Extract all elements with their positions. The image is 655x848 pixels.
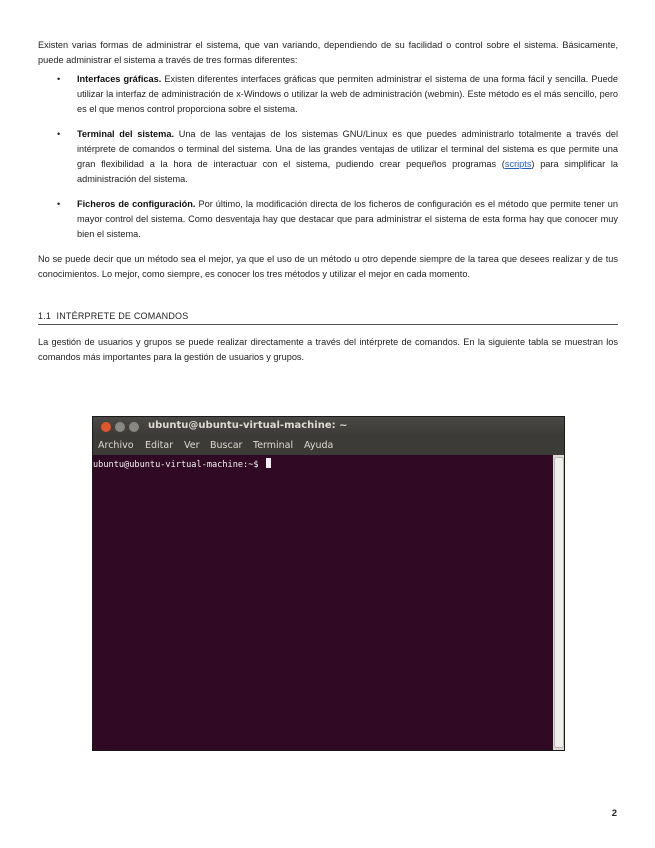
terminal-menubar [93, 437, 564, 455]
terminal-scrollbar[interactable] [553, 455, 564, 750]
terminal-titlebar [93, 417, 564, 437]
menu-archivo[interactable]: Archivo [98, 440, 134, 451]
menu-ayuda[interactable]: Ayuda [304, 440, 334, 451]
list-item-text: Por último, la modificación directa de los ficheros de configuración es el método que permite tener un mayor control del sistema. Como desventaja hay que destacar que para administrar el sistema de esta forma hay que conocer muy bien el sistema. [77, 199, 618, 239]
scrollbar-thumb[interactable] [554, 457, 564, 748]
terminal-screen[interactable] [93, 455, 553, 750]
list-item-title: Interfaces gráficas. [77, 74, 162, 84]
bullet-icon: • [57, 129, 61, 139]
intro-paragraph: Existen varias formas de administrar el sistema, que van variando, dependiendo de su facilidad o control sobre el sistema. Básicamente, puede administrar el sistema a través de tres formas diferentes: [38, 40, 618, 65]
section-number: 1.1 [38, 311, 52, 321]
section-title: INTÉRPRETE DE COMANDOS [56, 311, 189, 321]
list-item-text-end: ) para simplificar la administración del sistema. [77, 159, 619, 184]
list-item-text: Existen diferentes interfaces gráficas que permiten administrar el sistema de una forma fácil y sencilla. Puede utilizar la interfaz de administración de x-Windows o utilizar la web de administración (webmin). Este método es el más sencillo, pero es el que menos control proporciona sobre el sistema. [77, 74, 618, 114]
document-page [38, 38, 618, 365]
list-item-title: Terminal del sistema. [77, 129, 175, 139]
page-number: 2 [611, 808, 617, 819]
list-item-system-terminal [38, 127, 618, 187]
terminal-screenshot [92, 416, 565, 751]
section-heading [38, 310, 618, 325]
methods-list [38, 72, 618, 242]
list-item-config-files [38, 197, 618, 242]
menu-buscar[interactable]: Buscar [210, 440, 243, 451]
list-item-graphical-interfaces [38, 72, 618, 117]
section-paragraph: La gestión de usuarios y grupos se puede realizar directamente a través del intérprete de comandos. En la siguiente tabla se muestran los comandos más importantes para la gestión de usuarios y grupos. [38, 337, 618, 362]
menu-ver[interactable]: Ver [184, 440, 200, 451]
bullet-icon: • [57, 74, 61, 84]
terminal-prompt: ubuntu@ubuntu-virtual-machine:~$ [93, 460, 264, 470]
scripts-link[interactable]: scripts [504, 159, 532, 169]
cursor-icon [266, 458, 271, 468]
terminal-prompt-line [93, 458, 271, 470]
bullet-icon: • [57, 199, 61, 209]
list-item-text: Una de las ventajas de los sistemas GNU/Linux es que puedes administrarlo totalmente a través del intérprete de comandos o terminal del sistema. Una de las grandes ventajas de utilizar el terminal del sistema es que permite una gran flexibilidad a la hora de interactuar con el sistema, pudiendo crear pequeños programas ( [77, 129, 619, 169]
minimize-icon[interactable] [115, 422, 125, 432]
list-item-title: Ficheros de configuración. [77, 199, 196, 209]
close-icon[interactable] [101, 422, 111, 432]
maximize-icon[interactable] [129, 422, 139, 432]
menu-editar[interactable]: Editar [145, 440, 174, 451]
terminal-window-title: ubuntu@ubuntu-virtual-machine: ~ [148, 420, 348, 431]
menu-terminal[interactable]: Terminal [253, 440, 294, 451]
closing-paragraph: No se puede decir que un método sea el mejor, ya que el uso de un método u otro depende siempre de la tarea que desees realizar y de tus conocimientos. Lo mejor, como siempre, es conocer los tres métodos y utilizar el mejor en cada momento. [38, 254, 618, 279]
